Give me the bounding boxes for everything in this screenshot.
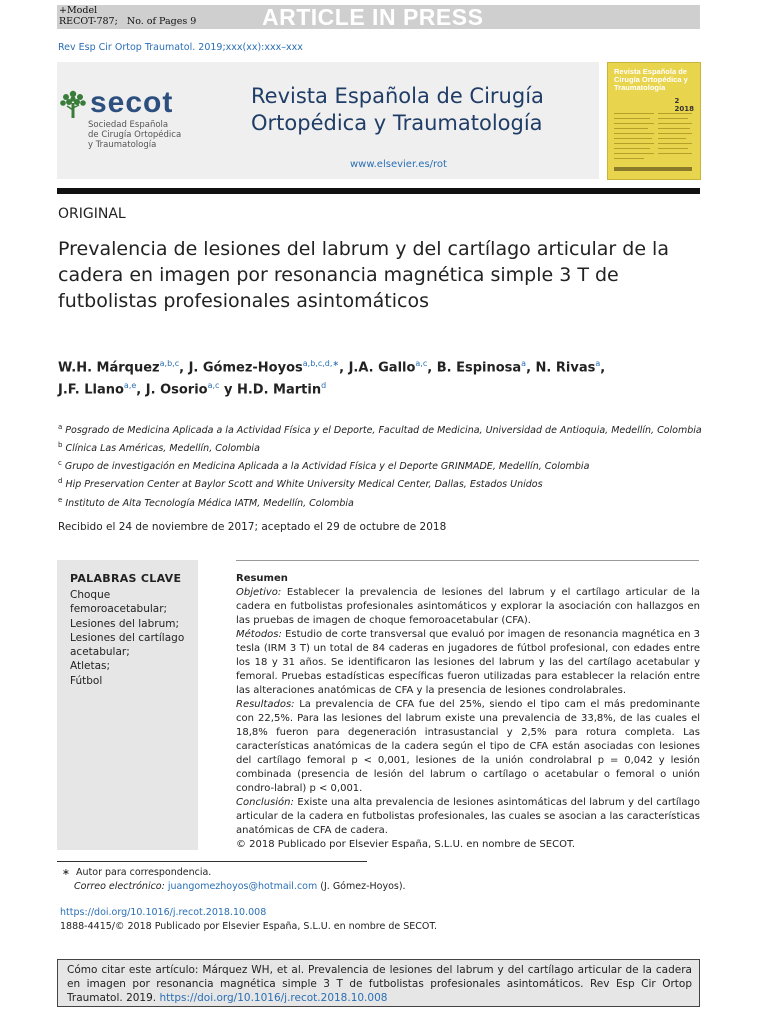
author-affiliation-link[interactable]: a,b,c <box>159 359 180 368</box>
keywords-heading: PALABRAS CLAVE <box>70 572 182 585</box>
journal-cover-image <box>607 62 701 180</box>
keyword-item: femoroacetabular; <box>70 603 168 616</box>
cover-title: Revista Española de Cirugía Ortopédica y Traumatología <box>614 67 688 92</box>
author-affiliation-link[interactable]: a,c <box>415 359 428 368</box>
affiliation-item: $^a$ Posgrado de Medicina Aplicada a la Actividad Física y el Deporte, Facultad de Medicina, Universidad de Antioquia, Medellín, Colombia <box>58 423 702 437</box>
abstract-methods: Métodos: Estudio de corte transversal que evaluó por imagen de resonancia magnética en 3 tesla (IRM 3 T) un total de 84 caderas en jugadores de fútbol profesional, con edades entre los 18 y 31 años. Se identificaron las lesiones del labrum y las del cartílago acetabular y femoral. Pruebas estadísticas específicas fueron utilizadas para establecer la relación entre las alteraciones anatómicas de CFA y la presencia de lesiones condrolabrales. <box>236 629 701 696</box>
author: J.F. Llano <box>58 382 124 398</box>
secot-tree-icon <box>58 88 88 120</box>
author: W.H. Márquez <box>58 360 160 376</box>
affiliation-item: $^e$ Instituto de Alta Tecnología Médica IATM, Medellín, Colombia <box>58 495 354 509</box>
citation-box <box>57 959 700 1007</box>
section-label: ORIGINAL <box>58 206 126 222</box>
author-affiliation-link[interactable]: d <box>321 381 327 391</box>
journal-reference: Rev Esp Cir Ortop Traumatol. 2019;xxx(xx):xxx–xxx <box>58 42 303 53</box>
affiliation-item: $^d$ Hip Preservation Center at Baylor Scott and White University Medical Center, Dallas, Estados Unidos <box>58 477 543 491</box>
author: J.A. Gallo <box>348 360 416 376</box>
author: B. Espinosa <box>436 360 522 376</box>
article-title: Prevalencia de lesiones del labrum y del cartílago articular de la cadera en imagen por resonancia magnética simple 3 T de futbolistas profesionales asintomáticos <box>58 238 669 312</box>
article-in-press-banner: ARTICLE IN PRESS <box>262 4 484 30</box>
journal-url[interactable]: www.elsevier.es/rot <box>350 159 447 170</box>
correspondence-footnote: ∗ Autor para correspondencia. Correo electrónico: juangomezhoyos@hotmail.com (J. Gómez-Hoyos). <box>62 867 406 892</box>
footnote-rule <box>57 861 367 862</box>
abstract <box>236 572 700 852</box>
author-affiliation-link[interactable]: a <box>521 359 527 368</box>
keyword-item: Lesiones del cartílago <box>70 631 185 644</box>
author: H.D. Martin <box>236 382 322 398</box>
author-affiliation-link[interactable]: a,c <box>207 381 220 391</box>
abstract-conclusion: Conclusión: Existe una alta prevalencia de lesiones asintomáticas del labrum y del cartílago articular de la cadera en futbolistas profesionales, las cuales se asocian a las características anatómicas de CFA de cadera. <box>236 797 701 836</box>
affiliation-item: $^b$ Clínica Las Américas, Medellín, Colombia <box>58 441 260 455</box>
author-affiliation-link[interactable]: a,b,c,d,∗ <box>302 359 340 368</box>
model-label: +Model <box>59 5 98 16</box>
author: J. Gómez-Hoyos <box>188 360 303 376</box>
doi-link[interactable]: https://doi.org/10.1016/j.recot.2018.10.008 <box>60 907 267 918</box>
author-affiliation-link[interactable]: a <box>595 359 601 368</box>
article-in-press-header <box>57 5 700 29</box>
received-dates: Recibido el 24 de noviembre de 2017; aceptado el 29 de octubre de 2018 <box>58 521 447 533</box>
citation-text: Cómo citar este artículo: Márquez WH, et al. Prevalencia de lesiones del labrum y del cartílago articular de la cadera en imagen por resonancia magnética simple 3 T de futbolistas profesionales asintomáticos. Rev Esp Cir Ortop Traumatol. 2019. <box>67 964 692 1004</box>
header-rule <box>57 188 700 194</box>
recot-id: RECOT-787; No. of Pages 9 <box>59 16 197 27</box>
abstract-heading: Resumen <box>236 573 288 584</box>
abstract-rule <box>236 560 699 561</box>
email-link[interactable]: juangomezhoyos@hotmail.com <box>167 881 318 892</box>
secot-subtitle: Sociedad Española de Cirugía Ortopédica y Traumatología <box>88 120 182 150</box>
author: N. Rivas <box>535 360 596 376</box>
keyword-item: Choque <box>70 589 111 601</box>
affiliation-item: $^c$ Grupo de investigación en Medicina Aplicada a la Actividad Física y el Deporte GRINMADE, Medellín, Colombia <box>58 459 590 473</box>
affiliations <box>58 420 708 511</box>
author-affiliation-link[interactable]: a,e <box>123 381 137 391</box>
citation-doi-link[interactable]: https://doi.org/10.1016/j.recot.2018.10.008 <box>159 992 388 1004</box>
secot-logo: secot <box>90 86 174 119</box>
page-count: No. of Pages 9 <box>126 16 197 27</box>
abstract-copyright: © 2018 Publicado por Elsevier España, S.L.U. en nombre de SECOT. <box>236 839 576 850</box>
journal-title: Revista Española de Cirugía Ortopédica y Traumatología <box>251 84 544 135</box>
keyword-item: acetabular; <box>70 646 130 659</box>
keyword-item: Lesiones del labrum; <box>70 617 179 630</box>
abstract-results: Resultados: La prevalencia de CFA fue del 25%, siendo el tipo cam el más predominante con 22,5%. Para las lesiones del labrum existe una prevalencia de 33,8%, de las cuales el 18,8% fueron para degeneración intrasustancial y 2,5% para rotura completa. Las características anatómicas de la cadera según el tipo de CFA están asociadas con lesiones del cartílago femoral p < 0,001, lesiones de la unión condrolabral p = 0,042 y lesión combinada (presencia de lesión del labrum o cartílago o acetabular o femoral o unión condro-labral) p < 0,001. <box>236 699 700 794</box>
cover-number: 2 2018 <box>674 97 694 113</box>
issn-copyright: 1888-4415/© 2018 Publicado por Elsevier España, S.L.U. en nombre de SECOT. <box>60 921 438 932</box>
keywords-list <box>70 588 195 688</box>
abstract-objective: Objetivo: Establecer la prevalencia de lesiones del labrum y el cartílago articular de la cadera en futbolistas profesionales asintomáticos y explorar la asociación con hallazgos en las pruebas de imagen de choque femoroacetabular (CFA). <box>236 587 700 626</box>
keyword-item: Atletas; <box>70 660 111 673</box>
author: J. Osorio <box>145 382 208 398</box>
author-list: W.H. Márquez$^{a,b,c}$, J. Gómez-Hoyos$^{a,b,c,d,∗}$, J.A. Gallo$^{a,c}$, B. Espinosa$^a$, N. Rivas$^a$, J.F. Llano$^{a,e}$, J. Osorio$^{a,c}$ y H.D. Martin$^d$ <box>58 359 606 398</box>
keyword-item: Fútbol <box>70 674 103 687</box>
